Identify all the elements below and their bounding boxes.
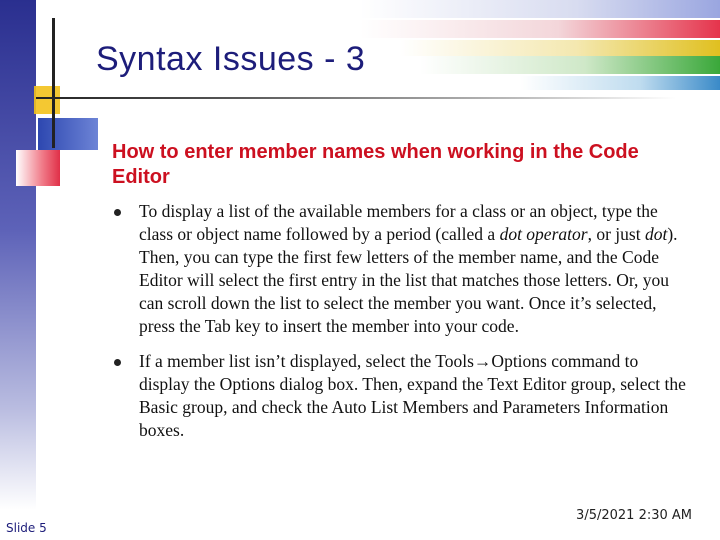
top-stripe-red (360, 20, 720, 38)
slide-content (112, 140, 687, 454)
bullet-list (112, 200, 687, 442)
decor-vertical-line (52, 18, 55, 148)
top-stripe-lightblue (520, 76, 720, 90)
decor-blue-block (38, 118, 98, 150)
top-stripe-green (420, 56, 720, 74)
decor-yellow-block (34, 86, 60, 114)
slide-title: Syntax Issues - 3 (96, 40, 366, 78)
title-underline (36, 97, 676, 99)
left-gradient-bar (0, 0, 36, 510)
bullet-dot-icon (114, 209, 121, 216)
bullet-text-segment: , or just (587, 224, 645, 244)
bullet-text-segment: ). Then, you can type the first few letters of the member name, and the Code Editor will select the first entry in the list that matches those letters. Or, you can scroll down the list to select the member you want. Once it’s selected, press the Tab key to insert the member into your code. (139, 224, 678, 336)
bullet-text-segment: dot (644, 224, 668, 244)
bullet-text-segment: If a member list isn’t displayed, select the Tools→Options command to display the Options dialog box. Then, expand the Text Editor group, select the Basic group, and check the Auto List Members and Parameters Information boxes. (139, 351, 686, 440)
bullet-dot-icon (114, 359, 121, 366)
content-heading: How to enter member names when working in the Code Editor (112, 141, 639, 188)
top-stripe-blue (360, 0, 720, 18)
top-stripe-yellow (400, 40, 720, 56)
bullet-text-segment: To display a list of the available members for a class or an object, type the class or object name followed by a period (called a (139, 201, 658, 244)
footer-datetime: 3/5/2021 2:30 AM (576, 508, 692, 523)
slide-number: Slide 5 (6, 521, 47, 535)
bullet-item (112, 350, 687, 442)
decor-red-block (16, 150, 60, 186)
bullet-item (112, 200, 687, 338)
bullet-text-segment: dot operator (499, 224, 588, 244)
